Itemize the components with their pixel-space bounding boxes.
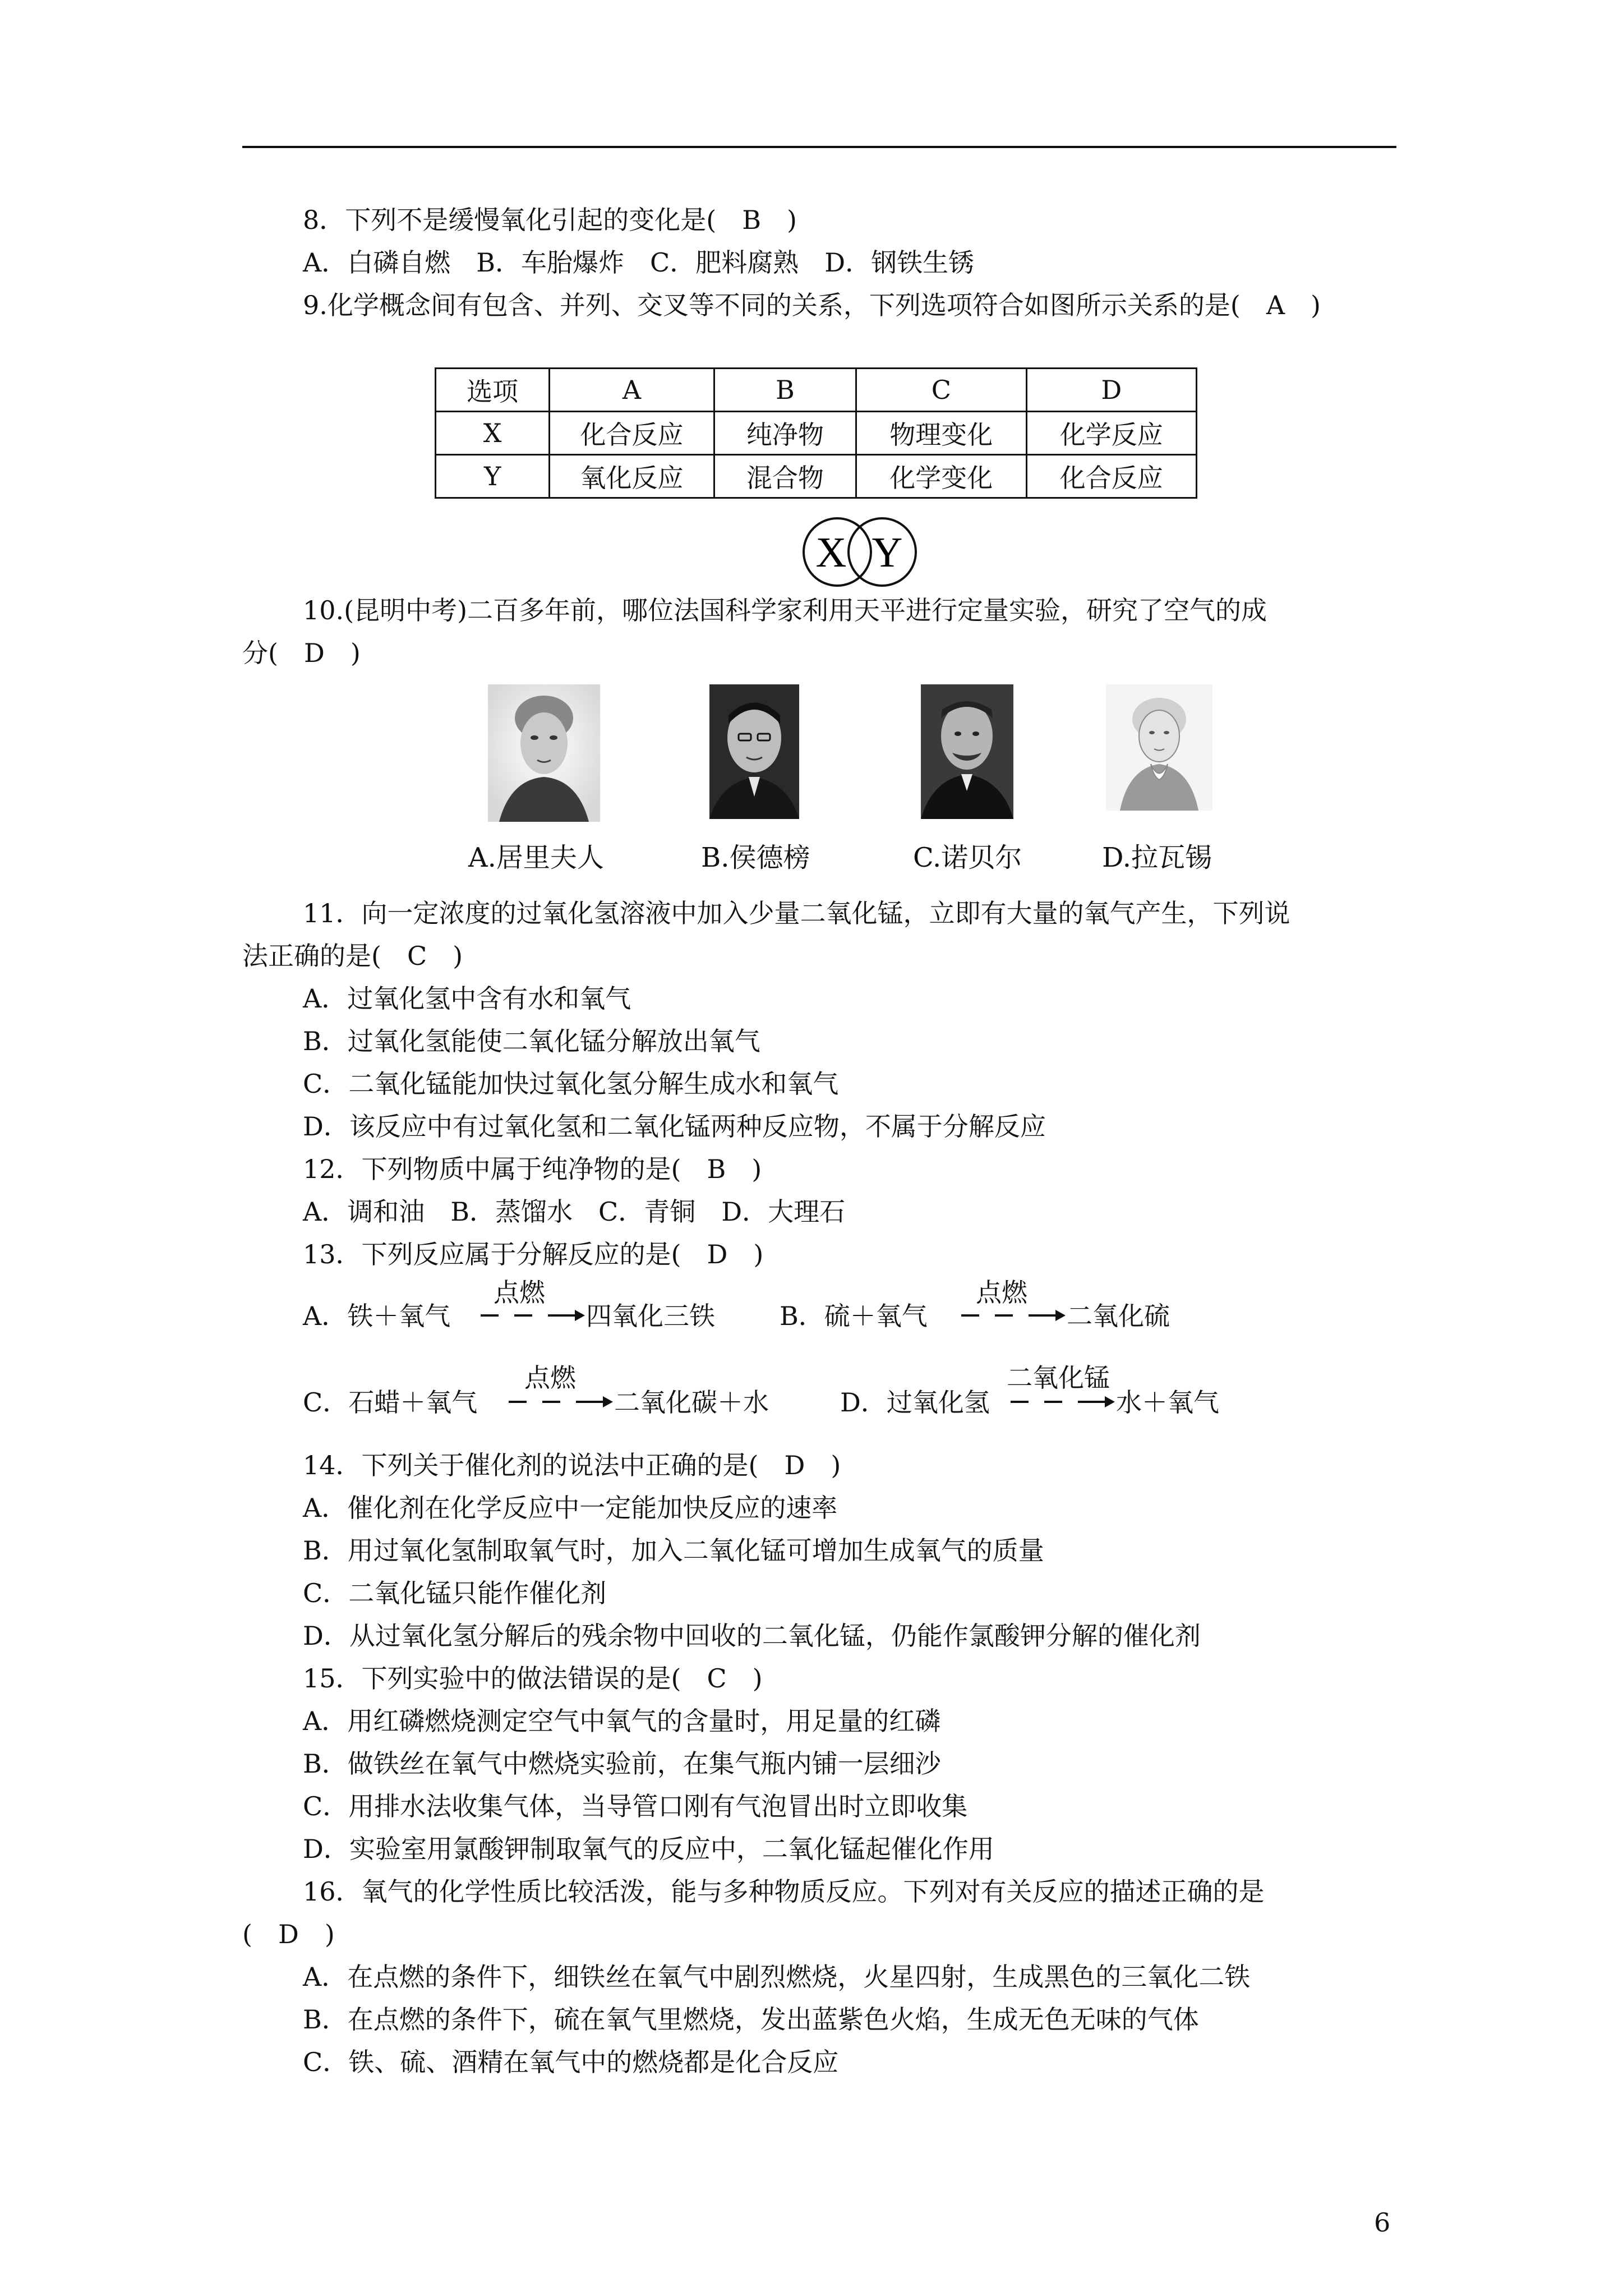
q14-option-c: C．二氧化锰只能作催化剂 xyxy=(303,1578,607,1608)
q11-option-b: B．过氧化氢能使二氧化锰分解放出氧气 xyxy=(303,1026,760,1056)
caption-d: D.拉瓦锡 xyxy=(1102,842,1212,873)
q14-option-a: A．催化剂在化学反应中一定能加快反应的速率 xyxy=(303,1493,838,1523)
table-cell: 化学变化 xyxy=(856,455,1026,498)
q13-b-right: 二氧化硫 xyxy=(1067,1301,1170,1331)
q14-option-b: B．用过氧化氢制取氧气时，加入二氧化锰可增加生成氧气的质量 xyxy=(303,1535,1044,1566)
q15-option-a: A．用红磷燃烧测定空气中氧气的含量时，用足量的红磷 xyxy=(303,1706,941,1736)
venn-label-y: Y xyxy=(872,529,903,576)
q8-options: A．白磷自燃 B．车胎爆炸 C．肥料腐熟 D．钢铁生锈 xyxy=(303,247,975,278)
table-cell: 化学反应 xyxy=(1026,412,1196,455)
q13-b-condition: 点燃 xyxy=(976,1277,1027,1308)
q13-c-condition: 点燃 xyxy=(524,1363,576,1393)
table-cell: 选项 xyxy=(436,369,550,412)
table-cell: 化合反应 xyxy=(1026,455,1196,498)
q12-options: A．调和油 B．蒸馏水 C．青铜 D．大理石 xyxy=(303,1197,846,1227)
q13-d-left: D．过氧化氢 xyxy=(840,1387,990,1418)
portrait-nobel-image xyxy=(921,684,1013,819)
q11-stem-line2: 法正确的是( C ) xyxy=(242,941,463,971)
caption-b: B.侯德榜 xyxy=(701,842,810,873)
q9-stem: 9.化学概念间有包含、并列、交叉等不同的关系，下列选项符合如图所示关系的是( A ) xyxy=(303,290,1321,320)
q13-c-right: 二氧化碳＋水 xyxy=(614,1387,769,1418)
q15-option-d: D．实验室用氯酸钾制取氧气的反应中，二氧化锰起催化作用 xyxy=(303,1834,994,1864)
venn-label-x: X xyxy=(815,529,847,576)
q15-option-b: B．做铁丝在氧气中燃烧实验前，在集气瓶内铺一层细沙 xyxy=(303,1749,941,1779)
table-cell: B xyxy=(714,369,856,412)
portrait-lavoisier-image xyxy=(1106,684,1212,811)
q11-option-c: C．二氧化锰能加快过氧化氢分解生成水和氧气 xyxy=(303,1069,839,1099)
q11-option-a: A．过氧化氢中含有水和氧气 xyxy=(303,983,631,1014)
table-cell: 氧化反应 xyxy=(550,455,714,498)
table-cell: 化合反应 xyxy=(550,412,714,455)
q13-d-arrow-icon xyxy=(1009,1393,1116,1410)
q16-stem-line1: 16．氧气的化学性质比较活泼，能与多种物质反应。下列对有关反应的描述正确的是 xyxy=(303,1876,1265,1907)
q16-option-b: B．在点燃的条件下，硫在氧气里燃烧，发出蓝紫色火焰，生成无色无味的气体 xyxy=(303,2004,1199,2035)
table-row xyxy=(436,412,1197,455)
caption-c: C.诺贝尔 xyxy=(913,842,1022,873)
q13-a-left: A．铁＋氧气 xyxy=(303,1301,451,1331)
table-cell: C xyxy=(856,369,1026,412)
q14-option-d: D．从过氧化氢分解后的残余物中回收的二氧化锰，仍能作氯酸钾分解的催化剂 xyxy=(303,1621,1201,1651)
table-row xyxy=(436,455,1197,498)
q11-option-d: D．该反应中有过氧化氢和二氧化锰两种反应物，不属于分解反应 xyxy=(303,1111,1046,1142)
table-cell: 纯净物 xyxy=(714,412,856,455)
q13-a-arrow-icon xyxy=(479,1307,586,1324)
page-number: 6 xyxy=(1374,2207,1391,2238)
q11-stem-line1: 11．向一定浓度的过氧化氢溶液中加入少量二氧化锰，立即有大量的氧气产生，下列说 xyxy=(303,898,1290,928)
q8-stem: 8．下列不是缓慢氧化引起的变化是( B ) xyxy=(303,205,797,235)
q13-a-condition: 点燃 xyxy=(494,1277,545,1308)
q9-options-table xyxy=(435,367,1197,499)
q13-c-arrow-icon xyxy=(508,1393,614,1410)
q12-stem: 12．下列物质中属于纯净物的是( B ) xyxy=(303,1154,762,1184)
q13-b-left: B．硫＋氧气 xyxy=(780,1301,928,1331)
q13-a-right: 四氧化三铁 xyxy=(586,1301,715,1331)
caption-a: A.居里夫人 xyxy=(468,842,604,873)
q10-stem-line2: 分( D ) xyxy=(242,638,361,668)
venn-diagram xyxy=(795,516,924,588)
q13-b-arrow-icon xyxy=(960,1307,1067,1324)
q15-option-c: C．用排水法收集气体，当导管口刚有气泡冒出时立即收集 xyxy=(303,1791,968,1821)
q16-stem-line2: ( D ) xyxy=(242,1919,335,1949)
q13-c-left: C．石蜡＋氧气 xyxy=(303,1387,478,1418)
table-cell: A xyxy=(550,369,714,412)
table-cell: 混合物 xyxy=(714,455,856,498)
table-cell: 物理变化 xyxy=(856,412,1026,455)
q10-stem-line1: 10.(昆明中考)二百多年前，哪位法国科学家利用天平进行定量实验，研究了空气的成 xyxy=(303,595,1267,625)
q14-stem: 14．下列关于催化剂的说法中正确的是( D ) xyxy=(303,1450,841,1480)
portrait-hou-image xyxy=(709,684,799,819)
table-cell: Y xyxy=(436,455,550,498)
q16-option-a: A．在点燃的条件下，细铁丝在氧气中剧烈燃烧，火星四射，生成黑色的三氧化二铁 xyxy=(303,1962,1251,1992)
q15-stem: 15．下列实验中的做法错误的是( C ) xyxy=(303,1663,763,1694)
q13-stem: 13．下列反应属于分解反应的是( D ) xyxy=(303,1239,764,1269)
q13-d-right: 水＋氧气 xyxy=(1116,1387,1219,1418)
table-cell: D xyxy=(1026,369,1196,412)
table-header-row xyxy=(436,369,1197,412)
table-cell: X xyxy=(436,412,550,455)
q13-d-condition: 二氧化锰 xyxy=(1007,1363,1110,1393)
q16-option-c: C．铁、硫、酒精在氧气中的燃烧都是化合反应 xyxy=(303,2047,839,2077)
portrait-curie-image xyxy=(488,684,600,822)
header-rule xyxy=(242,146,1396,148)
